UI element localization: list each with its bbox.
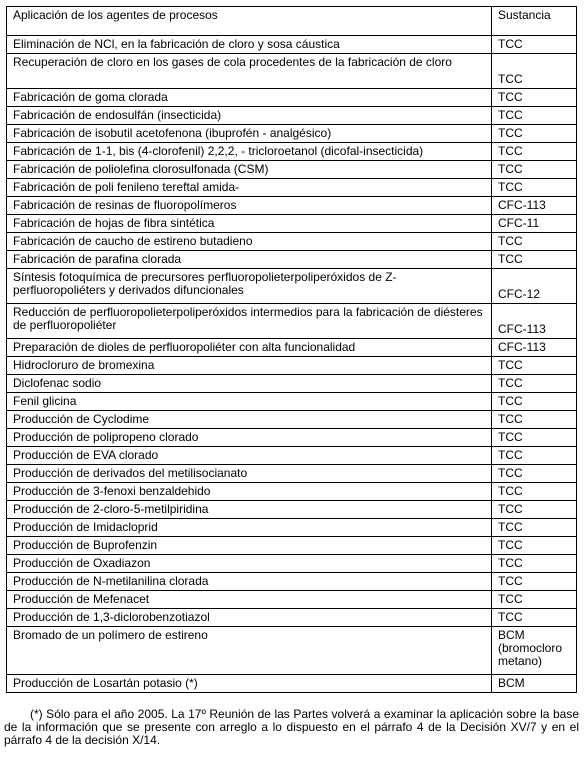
application-cell: Producción de Oxadiazon <box>7 555 492 573</box>
substance-cell: TCC <box>492 251 577 269</box>
table-row <box>7 251 577 269</box>
application-cell: Producción de Mefenacet <box>7 591 492 609</box>
table-row <box>7 215 577 233</box>
application-cell: Producción de Cyclodime <box>7 411 492 429</box>
application-cell: Bromado de un polímero de estireno <box>7 627 492 675</box>
application-cell: Producción de 2-cloro-5-metilpiridina <box>7 501 492 519</box>
process-agents-table <box>6 6 577 693</box>
substance-cell: BCM <box>492 675 577 693</box>
application-cell: Recuperación de cloro en los gases de cola procedentes de la fabricación de cloro <box>7 54 492 89</box>
application-cell: Producción de 1,3-diclorobenzotiazol <box>7 609 492 627</box>
substance-cell: CFC-11 <box>492 215 577 233</box>
application-cell: Fabricación de goma clorada <box>7 89 492 107</box>
table-row <box>7 375 577 393</box>
substance-cell: TCC <box>492 411 577 429</box>
substance-cell: TCC <box>492 36 577 54</box>
table-row <box>7 161 577 179</box>
application-cell: Fabricación de 1-1, bis (4-clorofenil) 2,2,2, - tricloroetanol (dicofal-insecticida) <box>7 143 492 161</box>
substance-cell: TCC <box>492 233 577 251</box>
substance-cell: BCM (bromocloro metano) <box>492 627 577 675</box>
application-cell: Fabricación de parafina clorada <box>7 251 492 269</box>
substance-cell: TCC <box>492 125 577 143</box>
table-row <box>7 107 577 125</box>
substance-cell: TCC <box>492 429 577 447</box>
table-row <box>7 537 577 555</box>
table-header-row <box>7 7 577 36</box>
table-row <box>7 125 577 143</box>
application-cell: Producción de Imidacloprid <box>7 519 492 537</box>
table-body <box>7 36 577 693</box>
application-cell: Diclofenac sodio <box>7 375 492 393</box>
application-cell: Producción de EVA clorado <box>7 447 492 465</box>
table-row <box>7 465 577 483</box>
table-row <box>7 483 577 501</box>
table-row <box>7 393 577 411</box>
application-cell: Preparación de dioles de perfluoropoliéter con alta funcionalidad <box>7 339 492 357</box>
application-cell: Producción de Losartán potasio (*) <box>7 675 492 693</box>
substance-cell: CFC-113 <box>492 197 577 215</box>
table-row <box>7 357 577 375</box>
substance-cell: TCC <box>492 519 577 537</box>
substance-cell: TCC <box>492 501 577 519</box>
substance-cell: TCC <box>492 375 577 393</box>
application-cell: Fabricación de poliolefina clorosulfonada (CSM) <box>7 161 492 179</box>
substance-cell: TCC <box>492 573 577 591</box>
substance-cell: TCC <box>492 54 577 89</box>
substance-cell: TCC <box>492 107 577 125</box>
application-cell: Fabricación de endosulfán (insecticida) <box>7 107 492 125</box>
table-row <box>7 627 577 675</box>
application-cell: Fenil glicina <box>7 393 492 411</box>
substance-cell: TCC <box>492 143 577 161</box>
application-cell: Fabricación de poli fenileno tereftal amida- <box>7 179 492 197</box>
table-row <box>7 89 577 107</box>
table-row <box>7 197 577 215</box>
application-cell: Producción de 3-fenoxi benzaldehido <box>7 483 492 501</box>
substance-cell: TCC <box>492 447 577 465</box>
table-row <box>7 573 577 591</box>
table-row <box>7 429 577 447</box>
substance-cell: TCC <box>492 555 577 573</box>
application-cell: Producción de derivados del metilisocianato <box>7 465 492 483</box>
footnote: (*) Sólo para el año 2005. La 17º Reunión de las Partes volverá a examinar la aplicación sobre la base de la información que se presente con arreglo a lo dispuesto en el párrafo 4 de la Decisión XV/7 y en el párrafo 4 de la decisión X/14. <box>4 707 579 747</box>
substance-cell: TCC <box>492 465 577 483</box>
table-row <box>7 675 577 693</box>
substance-cell: TCC <box>492 179 577 197</box>
table-row <box>7 233 577 251</box>
application-cell: Hidrocloruro de bromexina <box>7 357 492 375</box>
application-cell: Eliminación de NCl, en la fabricación de cloro y sosa cáustica <box>7 36 492 54</box>
application-cell: Producción de Buprofenzin <box>7 537 492 555</box>
substance-cell: CFC-12 <box>492 269 577 304</box>
table-row <box>7 269 577 304</box>
table-row <box>7 339 577 357</box>
substance-cell: TCC <box>492 393 577 411</box>
table-row <box>7 555 577 573</box>
application-cell: Fabricación de hojas de fibra sintética <box>7 215 492 233</box>
application-cell: Fabricación de isobutil acetofenona (ibuprofén - analgésico) <box>7 125 492 143</box>
table-row <box>7 447 577 465</box>
substance-cell: TCC <box>492 357 577 375</box>
substance-cell: TCC <box>492 89 577 107</box>
table-row <box>7 143 577 161</box>
header-application: Aplicación de los agentes de procesos <box>7 7 492 36</box>
substance-cell: TCC <box>492 609 577 627</box>
substance-cell: TCC <box>492 591 577 609</box>
table-row <box>7 501 577 519</box>
header-substance: Sustancia <box>492 7 577 36</box>
substance-cell: TCC <box>492 483 577 501</box>
substance-cell: CFC-113 <box>492 339 577 357</box>
application-cell: Síntesis fotoquímica de precursores perfluoropolieterpoliperóxidos de Z-perfluoropoliéters y derivados difuncionales <box>7 269 492 304</box>
application-cell: Reducción de perfluoropolieterpoliperóxidos intermedios para la fabricación de diésteres de perfluoropoliéter <box>7 304 492 339</box>
substance-cell: TCC <box>492 161 577 179</box>
application-cell: Producción de polipropeno clorado <box>7 429 492 447</box>
substance-cell: TCC <box>492 537 577 555</box>
table-row <box>7 411 577 429</box>
application-cell: Fabricación de caucho de estireno butadieno <box>7 233 492 251</box>
table-row <box>7 609 577 627</box>
table-row <box>7 179 577 197</box>
application-cell: Producción de N-metilanilina clorada <box>7 573 492 591</box>
table-row <box>7 304 577 339</box>
application-cell: Fabricación de resinas de fluoropolímeros <box>7 197 492 215</box>
table-row <box>7 36 577 54</box>
substance-cell: CFC-113 <box>492 304 577 339</box>
table-row <box>7 54 577 89</box>
table-row <box>7 591 577 609</box>
table-row <box>7 519 577 537</box>
